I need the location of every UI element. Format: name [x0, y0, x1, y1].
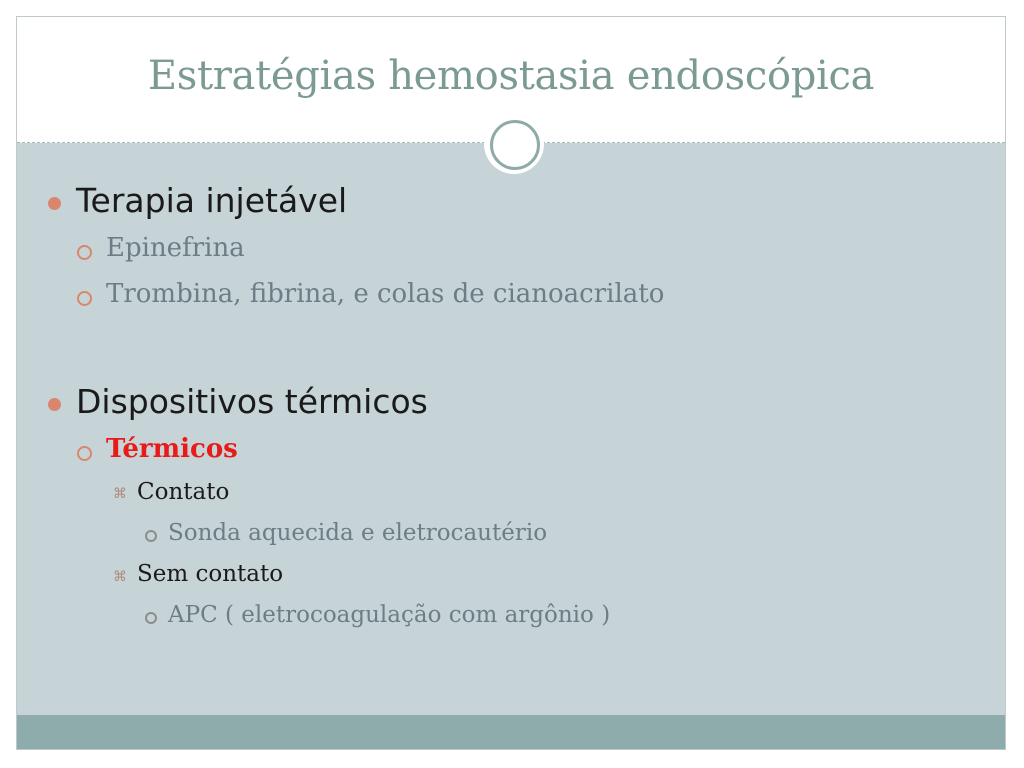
- bullet-ring-icon: [77, 291, 92, 306]
- bullet-ring-icon: [77, 446, 92, 461]
- item-trombina: Trombina, fibrina, e colas de cianoacrilato: [106, 279, 665, 309]
- slide-title: Estratégias hemostasia endoscópica: [147, 53, 875, 99]
- slide-content: [17, 17, 1005, 749]
- item-termicos: Térmicos: [106, 434, 238, 464]
- bullet-small-ring-icon: [145, 530, 157, 542]
- bullet-small-ring-icon: [145, 612, 157, 624]
- bullet-dispositivos-termicos: Dispositivos térmicos: [76, 382, 428, 421]
- bullet-x-icon: ⌘: [113, 569, 127, 585]
- item-epinefrina: Epinefrina: [106, 233, 245, 263]
- item-apc: APC ( eletrocoagulação com argônio ): [168, 602, 611, 628]
- slide: [16, 16, 1006, 750]
- item-sonda-aquecida: Sonda aquecida e eletrocautério: [168, 520, 548, 546]
- bullet-terapia-injetavel: Terapia injetável: [76, 181, 348, 220]
- bullet-dot-icon: [48, 197, 61, 210]
- item-sem-contato: Sem contato: [137, 561, 284, 587]
- bullet-x-icon: ⌘: [113, 486, 127, 502]
- item-contato: Contato: [137, 479, 230, 505]
- bullet-dot-icon: [48, 398, 61, 411]
- footer-bar: [17, 715, 1005, 749]
- bullet-ring-icon: [77, 245, 92, 260]
